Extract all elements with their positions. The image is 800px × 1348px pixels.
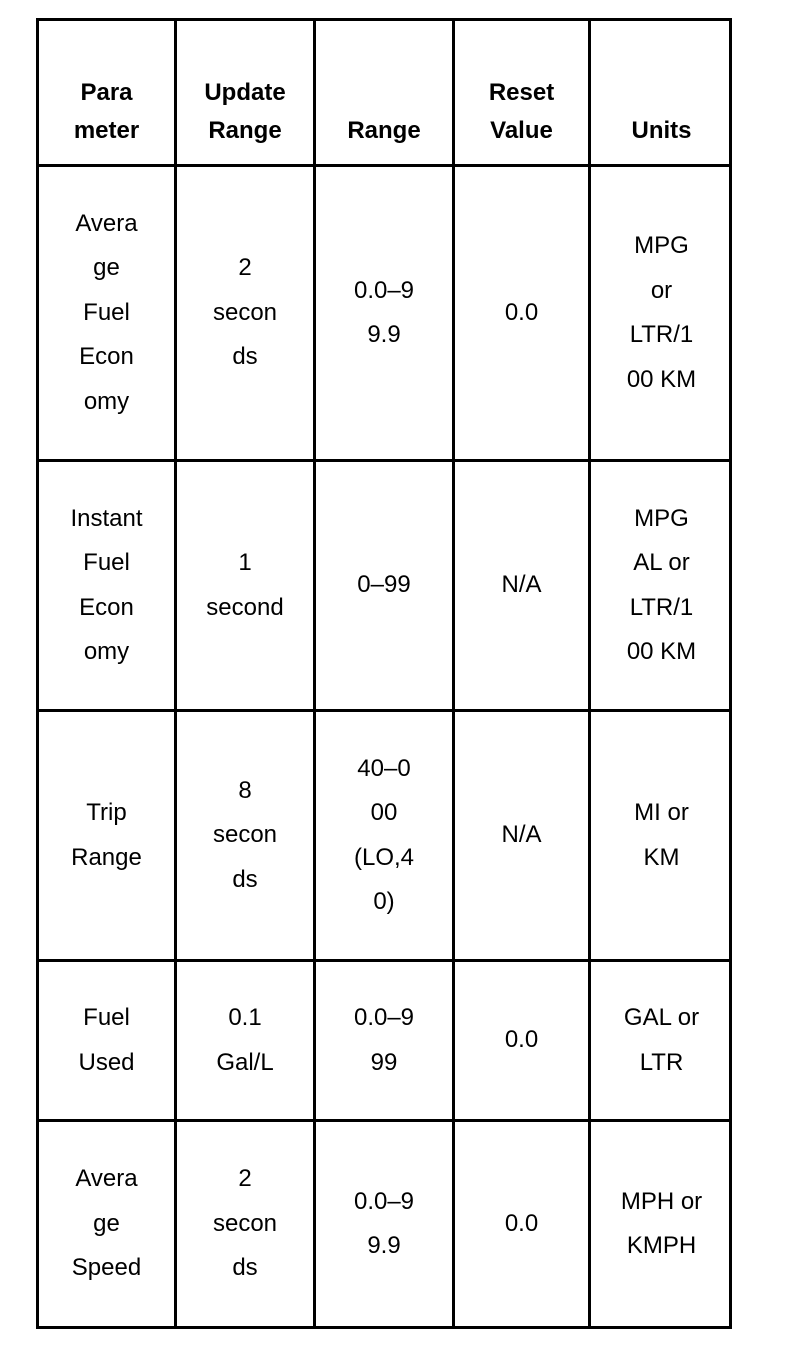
header-text-line: Para bbox=[80, 79, 133, 106]
cell-text-line: Used bbox=[78, 1048, 135, 1076]
cell-text-line: 0.0 bbox=[504, 298, 539, 326]
cell-parameter bbox=[39, 1122, 174, 1326]
cell-reset-value bbox=[455, 167, 588, 459]
cell-text-line: 0.0–9 bbox=[353, 276, 415, 304]
cell-text-line: Range bbox=[71, 843, 142, 871]
cell-reset-value bbox=[455, 462, 588, 709]
header-text-line: Units bbox=[631, 117, 692, 144]
cell-parameter bbox=[39, 712, 174, 959]
cell-update-range bbox=[177, 167, 313, 459]
cell-text-line: 2 bbox=[238, 1165, 252, 1193]
cell-text-line: LTR/1 bbox=[629, 593, 694, 621]
cell-reset-value bbox=[455, 962, 588, 1119]
cell-reset-value bbox=[455, 712, 588, 959]
cell-text-line: MPG bbox=[634, 232, 689, 259]
cell-range bbox=[316, 167, 452, 459]
cell-text-line: (LO,4 bbox=[353, 843, 415, 871]
cell-text-line: ds bbox=[232, 865, 258, 893]
cell-text-line: omy bbox=[83, 387, 130, 415]
cell-text-line: 2 bbox=[238, 254, 252, 282]
cell-text-line: ge bbox=[93, 254, 120, 282]
cell-text-line: 0–99 bbox=[357, 571, 411, 599]
cell-text-line: AL or bbox=[633, 549, 690, 576]
cell-text-line: 40–0 bbox=[357, 754, 411, 782]
cell-text-line: 0.0 bbox=[504, 1209, 539, 1237]
fuel-parameters-table bbox=[36, 18, 732, 1329]
header-text-line: Range bbox=[347, 117, 421, 144]
cell-text-line: 99 bbox=[370, 1048, 398, 1076]
cell-units bbox=[591, 167, 732, 459]
cell-text-line: 0.0 bbox=[504, 1026, 539, 1054]
cell-text-line: secon bbox=[212, 298, 278, 326]
cell-text-line: MI or bbox=[634, 799, 689, 826]
cell-text-line: Fuel bbox=[83, 1004, 130, 1031]
header-text-line: Reset bbox=[488, 79, 555, 106]
cell-parameter bbox=[39, 167, 174, 459]
cell-text-line: Speed bbox=[71, 1254, 142, 1282]
cell-units bbox=[591, 962, 732, 1119]
cell-units bbox=[591, 1122, 732, 1326]
cell-units bbox=[591, 462, 732, 709]
cell-units bbox=[591, 712, 732, 959]
cell-text-line: 00 KM bbox=[626, 638, 697, 665]
cell-text-line: GAL or bbox=[623, 1004, 700, 1031]
cell-text-line: Avera bbox=[75, 209, 138, 237]
header-text-line: Update bbox=[204, 79, 286, 106]
cell-text-line: 9.9 bbox=[367, 1232, 401, 1259]
cell-text-line: 0.0–9 bbox=[353, 1187, 415, 1215]
cell-text-line: secon bbox=[212, 821, 278, 849]
cell-text-line: Avera bbox=[75, 1165, 138, 1193]
cell-text-line: KMPH bbox=[626, 1232, 697, 1259]
header-text-line: Value bbox=[490, 117, 553, 144]
cell-reset-value bbox=[455, 1122, 588, 1326]
cell-text-line: ds bbox=[232, 1254, 258, 1282]
cell-text-line: Econ bbox=[79, 343, 134, 371]
table-rule-horizontal bbox=[36, 1326, 732, 1329]
cell-range bbox=[316, 462, 452, 709]
cell-text-line: ds bbox=[232, 343, 258, 371]
cell-text-line: Econ bbox=[79, 593, 134, 621]
cell-text-line: MPH or bbox=[620, 1187, 703, 1215]
cell-text-line: Fuel bbox=[83, 549, 130, 576]
header-units bbox=[591, 21, 732, 164]
cell-text-line: Instant bbox=[70, 504, 143, 532]
cell-update-range bbox=[177, 462, 313, 709]
cell-text-line: Gal/L bbox=[216, 1048, 274, 1076]
cell-text-line: N/A bbox=[501, 571, 542, 599]
cell-text-line: N/A bbox=[501, 821, 542, 849]
header-update-range bbox=[177, 21, 313, 164]
header-parameter bbox=[39, 21, 174, 164]
cell-range bbox=[316, 1122, 452, 1326]
cell-text-line: 1 bbox=[238, 549, 252, 576]
cell-text-line: 00 bbox=[370, 799, 398, 826]
cell-range bbox=[316, 712, 452, 959]
cell-text-line: 0) bbox=[373, 888, 395, 915]
cell-text-line: 0.1 bbox=[228, 1004, 262, 1031]
cell-update-range bbox=[177, 962, 313, 1119]
cell-text-line: Trip bbox=[86, 799, 127, 826]
header-text-line: meter bbox=[73, 117, 140, 144]
header-reset-value bbox=[455, 21, 588, 164]
cell-text-line: or bbox=[650, 276, 673, 304]
header-range bbox=[316, 21, 452, 164]
cell-update-range bbox=[177, 712, 313, 959]
cell-update-range bbox=[177, 1122, 313, 1326]
cell-range bbox=[316, 962, 452, 1119]
cell-parameter bbox=[39, 962, 174, 1119]
cell-text-line: ge bbox=[93, 1209, 120, 1237]
cell-text-line: second bbox=[206, 593, 284, 621]
cell-text-line: 00 KM bbox=[626, 365, 697, 393]
header-text-line: Range bbox=[208, 117, 282, 144]
cell-text-line: Fuel bbox=[83, 298, 130, 326]
cell-text-line: 8 bbox=[238, 776, 252, 804]
cell-text-line: LTR/1 bbox=[629, 321, 694, 348]
cell-text-line: KM bbox=[643, 843, 680, 871]
cell-parameter bbox=[39, 462, 174, 709]
cell-text-line: 0.0–9 bbox=[353, 1004, 415, 1031]
cell-text-line: 9.9 bbox=[367, 321, 401, 348]
cell-text-line: secon bbox=[212, 1209, 278, 1237]
cell-text-line: MPG bbox=[634, 504, 689, 532]
cell-text-line: LTR bbox=[639, 1048, 684, 1076]
cell-text-line: omy bbox=[83, 638, 130, 665]
